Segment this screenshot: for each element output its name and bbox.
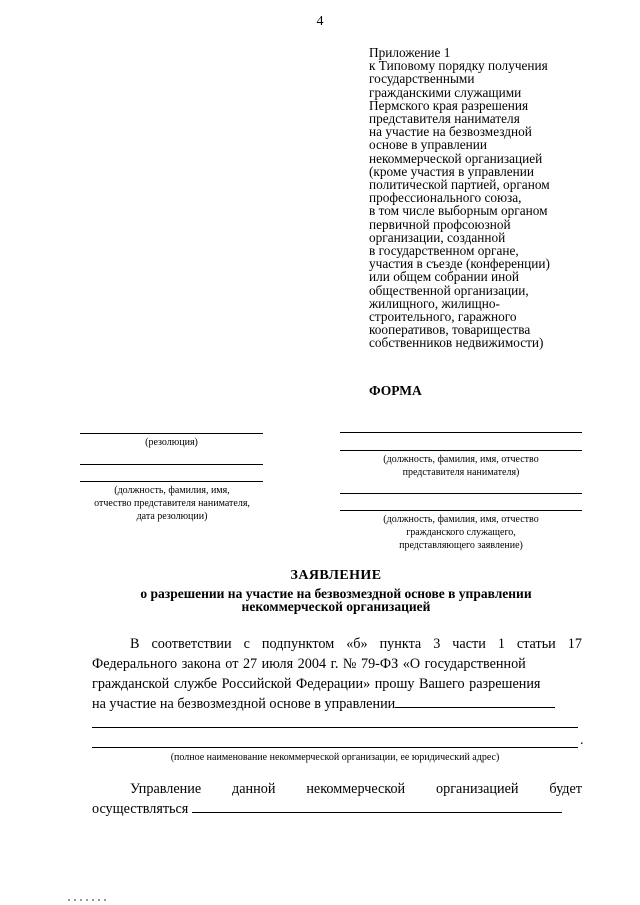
appendix-line: строительного, гаражного [369,309,517,325]
resolution-caption: (резолюция) [145,437,198,448]
caption-line: гражданского служащего, [406,527,516,538]
appendix-line: жилищного, жилищно- [369,295,500,311]
resolution-signature-field[interactable] [80,481,263,482]
word: «б» [346,636,368,652]
caption-line: отчество представителя нанимателя, [94,498,250,509]
resolution-field-2[interactable] [80,464,263,465]
appendix-line: представителя нанимателя [369,111,520,127]
word: Управление [130,781,202,797]
appendix-line: на участие на безвозмездной [369,124,532,140]
caption-line: (должность, фамилия, имя, отчество [383,514,539,525]
word: пункта [379,636,422,652]
word: данной [232,781,276,797]
paragraph2-line1 [130,781,582,798]
paragraph1-line2: Федерального закона от 27 июля 2004 г. № 79-ФЗ «О государственной [92,656,526,672]
word: будет [549,781,582,797]
appendix-line: общественной организации, [369,282,529,298]
appendix-line: (кроме участия в управлении [369,163,534,179]
paragraph1-line1 [130,636,582,653]
word: подпунктом [261,636,335,652]
word: статьи [516,636,556,652]
caption-line: (должность, фамилия, имя, [114,485,230,496]
employee-field-2[interactable] [340,510,582,511]
appendix-line: некоммерческой организацией [369,150,543,166]
employer-caption [340,453,582,479]
subtitle-line: некоммерческой организацией [241,599,431,614]
employee-caption [340,513,582,552]
caption-line: (должность, фамилия, имя, отчество [383,454,539,465]
form-label: ФОРМА [369,383,422,398]
appendix-line: профессионального союза, [369,190,522,206]
word: с [243,636,250,652]
word: соответствии [151,636,232,652]
appendix-line: государственными [369,71,475,87]
appendix-line: Приложение 1 [369,45,451,60]
word: части [452,636,486,652]
word: некоммерческой [306,781,406,797]
line-end-dot: . [580,733,584,748]
appendix-line: в государственном органе, [369,243,519,259]
word: 17 [567,636,582,652]
word: 1 [497,636,505,652]
resolution-field[interactable] [80,433,263,434]
employee-field[interactable] [340,493,582,494]
org-name-field[interactable] [395,707,555,708]
appendix-line: основе в управлении [369,137,487,153]
appendix-line: гражданскими служащими [369,84,522,100]
appendix-line: политической партией, органом [369,177,550,193]
word: В [130,636,140,652]
appendix-line: собственников недвижимости) [369,335,544,351]
appendix-line: в том числе выборным органом [369,203,548,219]
scan-artifact-icon [68,899,108,901]
word: организацией [436,781,519,797]
line4-text: на участие на безвозмездной основе в управлении [92,696,396,712]
resolution-position-caption [72,484,272,523]
management-form-field[interactable] [192,812,562,813]
appendix-line: участия в съезде (конференции) [369,256,550,272]
paragraph1-line3: гражданской службе Российской Федерации» прошу Вашего разрешения [92,676,541,692]
employer-field-2[interactable] [340,450,582,451]
line2-text: осуществляться [92,801,189,817]
org-name-field-3[interactable] [92,747,578,748]
appendix-line: кооперативов, товарищества [369,322,531,338]
employer-field[interactable] [340,432,582,433]
statement-title: ЗАЯВЛЕНИЕ [290,568,382,583]
appendix-line: к Типовому порядку получения [369,58,548,74]
page-number: 4 [316,14,324,29]
paragraph1-line4 [92,696,555,713]
org-caption: (полное наименование некоммерческой организации, ее юридический адрес) [170,752,500,763]
statement-subtitle [60,587,612,613]
appendix-line: организации, созданной [369,229,506,245]
caption-line: представляющего заявление) [399,540,523,551]
subtitle-line: о разрешении на участие на безвозмездной основе в управлении [140,586,532,601]
caption-line: представителя нанимателя) [402,467,520,478]
appendix-line: первичной профсоюзной [369,216,511,232]
org-name-field-2[interactable] [92,727,578,728]
caption-line: дата резолюции) [136,511,208,522]
appendix-line: Пермского края разрешения [369,97,529,113]
appendix-heading [369,46,584,350]
appendix-line: или общем собрании иной [369,269,520,285]
word: 3 [433,636,441,652]
paragraph2-line2 [92,801,562,818]
